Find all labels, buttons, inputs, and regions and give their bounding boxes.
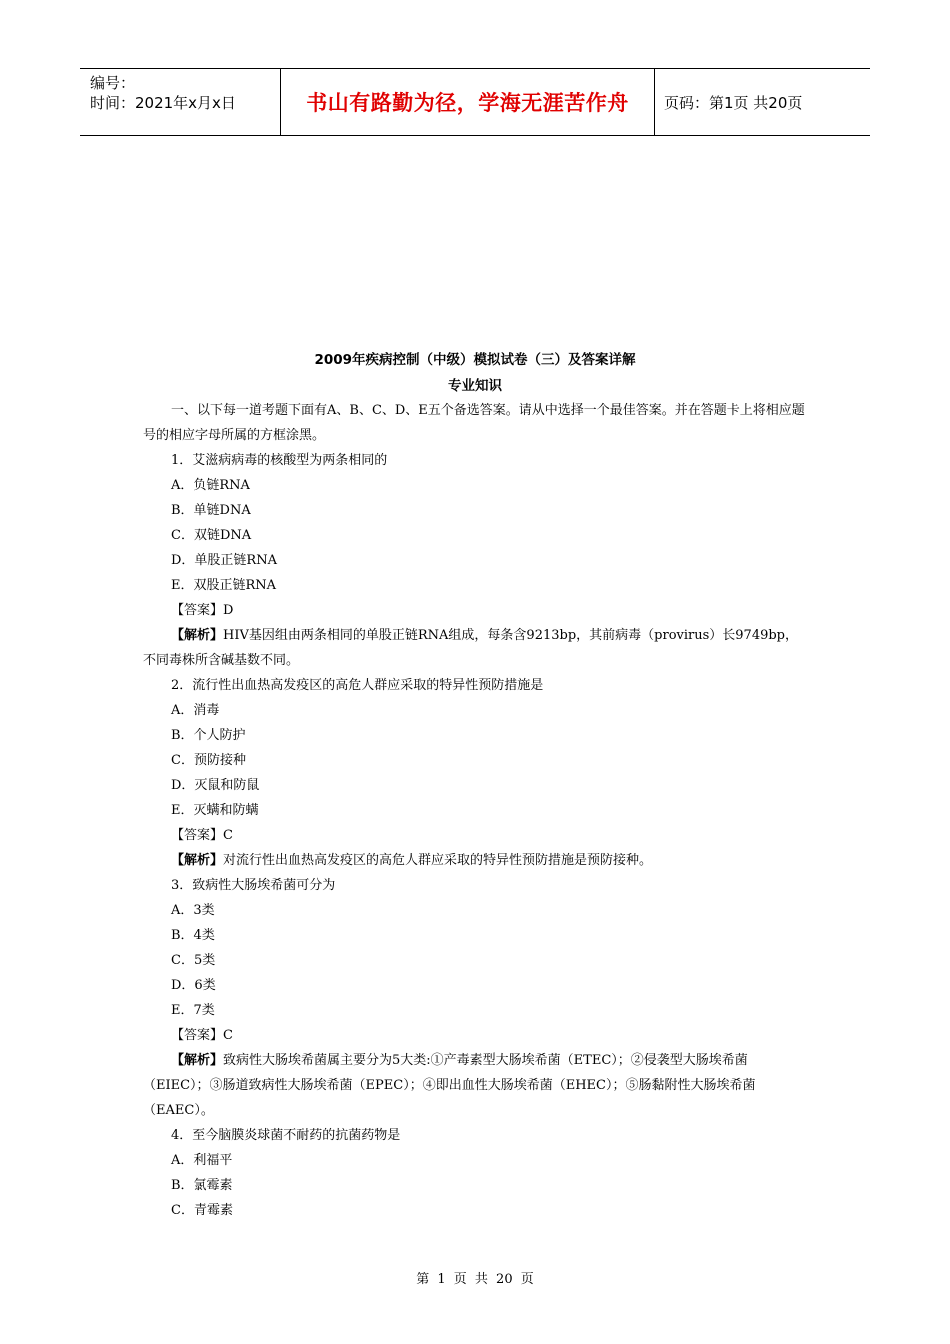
analysis-text: 对流行性出血热高发疫区的高危人群应采取的特异性预防措施是预防接种。 (223, 853, 653, 868)
question-3-answer (143, 1023, 808, 1048)
answer-value: D (223, 603, 234, 618)
question-4-stem: 4．至今脑膜炎球菌不耐药的抗菌药物是 (171, 1128, 401, 1143)
answer-label: 【答案】 (171, 1028, 224, 1043)
question-2-option-d: D．灭鼠和防鼠 (171, 778, 260, 793)
document-title: 2009年疾病控制（中级）模拟试卷（三）及答案详解 (314, 352, 636, 368)
question-1-option-b: B．单链DNA (171, 503, 251, 518)
question-1-option-e: E．双股正链RNA (171, 578, 277, 593)
question-3-option-e: E．7类 (171, 1003, 215, 1018)
answer-value: C (223, 828, 233, 843)
question-3-option-b: B．4类 (171, 928, 215, 943)
question-2-option-e: E．灭螨和防螨 (171, 803, 259, 818)
number-label: 编号： (90, 74, 136, 92)
answer-value: C (223, 1028, 233, 1043)
question-4-option-c: C．青霉素 (171, 1203, 233, 1218)
instructions: 一、以下每一道考题下面有A、B、C、D、E五个备选答案。请从中选择一个最佳答案。并在答题卡上将相应题号的相应字母所属的方框涂黑。 (143, 403, 805, 443)
question-2-option-c: C．预防接种 (171, 753, 246, 768)
question-1-answer (143, 598, 808, 623)
question-2-option-a: A．消毒 (171, 703, 220, 718)
question-1-option-c: C．双链DNA (171, 528, 252, 543)
header-table (80, 68, 870, 136)
document-subtitle: 专业知识 (448, 378, 502, 394)
question-1-analysis (143, 623, 808, 673)
analysis-text: 致病性大肠埃希菌属主要分为5大类:①产毒素型大肠埃希菌（ETEC）；②侵袭型大肠埃希菌（EIEC）；③肠道致病性大肠埃希菌（EPEC）；④即出血性大肠埃希菌（EHEC）；⑤肠黏附性大肠埃希菌（EAEC）。 (143, 1053, 756, 1118)
question-3-option-d: D．6类 (171, 978, 216, 993)
question-3-stem: 3．致病性大肠埃希菌可分为 (171, 878, 336, 893)
analysis-text: HIV基因组由两条相同的单股正链RNA组成，每条含9213bp，其前病毒（provirus）长9749bp，不同毒株所含碱基数不同。 (143, 628, 799, 668)
answer-label: 【答案】 (171, 828, 224, 843)
page-footer: 第 1 页 共 20 页 (416, 1272, 534, 1287)
question-2-stem: 2．流行性出血热高发疫区的高危人群应采取的特异性预防措施是 (171, 678, 544, 693)
motto: 书山有路勤为径，学海无涯苦作舟 (281, 69, 655, 135)
question-4-option-b: B．氯霉素 (171, 1178, 233, 1193)
question-1-stem: 1．艾滋病病毒的核酸型为两条相同的 (171, 453, 388, 468)
analysis-label: 【解析】 (171, 628, 224, 643)
question-3-analysis (143, 1048, 808, 1123)
question-3-option-c: C．5类 (171, 953, 216, 968)
question-1-option-a: A．负链RNA (171, 478, 250, 493)
question-4-option-a: A．利福平 (171, 1153, 233, 1168)
document-body (143, 398, 808, 1223)
question-3-option-a: A．3类 (171, 903, 215, 918)
analysis-label: 【解析】 (171, 1053, 224, 1068)
header-info-cell (80, 69, 281, 135)
analysis-label: 【解析】 (171, 853, 224, 868)
answer-label: 【答案】 (171, 603, 224, 618)
question-2-option-b: B．个人防护 (171, 728, 246, 743)
question-2-analysis (143, 848, 808, 873)
time-label: 时间：2021年x月x日 (90, 94, 236, 112)
question-2-answer (143, 823, 808, 848)
page-label: 页码：第1页 共20页 (664, 93, 803, 112)
question-1-option-d: D．单股正链RNA (171, 553, 277, 568)
